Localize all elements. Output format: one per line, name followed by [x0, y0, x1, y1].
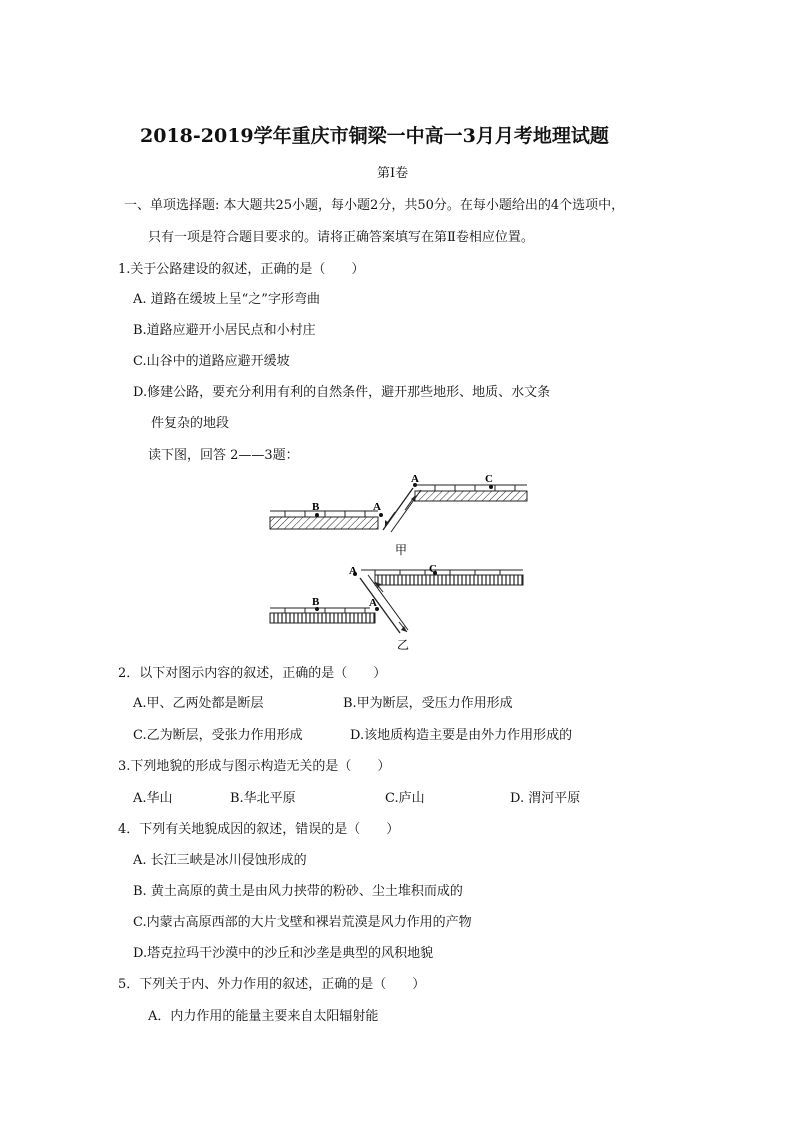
label-a-bottom-jia: A — [373, 501, 381, 513]
read-figure-prompt: 读下图，回答 2——3题： — [148, 448, 299, 463]
question-1-option-b: B.道路应避开小居民点和小村庄 — [133, 323, 316, 338]
question-2-option-c: C.乙为断层，受张力作用形成 — [133, 728, 303, 743]
question-5-option-a: A．内力作用的能量主要来自太阳辐射能 — [148, 1009, 379, 1024]
question-3-option-c: C.庐山 — [385, 791, 425, 806]
label-yi: 乙 — [397, 638, 410, 650]
question-3-option-d: D. 渭河平原 — [510, 791, 581, 806]
section-heading: 第Ⅰ卷 — [377, 166, 409, 181]
label-c-yi: C — [429, 563, 437, 575]
question-3-stem: 3.下列地貌的形成与图示构造无关的是（ ） — [118, 759, 391, 774]
question-1-option-c: C.山谷中的道路应避开缓坡 — [133, 354, 290, 369]
question-4-option-c: C.内蒙古高原西部的大片戈壁和裸岩荒漠是风力作用的产物 — [133, 915, 472, 930]
label-b-jia: B — [312, 501, 320, 513]
question-2-option-b: B.甲为断层，受压力作用形成 — [343, 696, 513, 711]
question-4-option-d: D.塔克拉玛干沙漠中的沙丘和沙垄是典型的风积地貌 — [133, 946, 434, 961]
question-4-stem: 4．下列有关地貌成因的叙述，错误的是（ ） — [118, 822, 400, 837]
diagram-yi — [270, 563, 523, 650]
question-2-stem: 2．以下对图示内容的叙述，正确的是（ ） — [118, 666, 387, 681]
question-3-option-b: B.华北平原 — [230, 791, 296, 806]
question-1-option-a: A. 道路在缓坡上呈“之”字形弯曲 — [133, 292, 320, 307]
question-5-stem: 5．下列关于内、外力作用的叙述，正确的是（ ） — [118, 977, 426, 992]
question-1-option-d-continued: 件复杂的地段 — [151, 416, 230, 431]
label-jia: 甲 — [395, 543, 408, 557]
question-4-option-a: A. 长江三峡是冰川侵蚀形成的 — [133, 853, 307, 868]
label-a-top-jia: A — [411, 473, 419, 485]
label-b-yi: B — [312, 596, 320, 608]
question-1-option-d: D.修建公路，要充分利用有利的自然条件，避开那些地形、地质、水文条 — [133, 385, 551, 400]
question-3-option-a: A.华山 — [133, 791, 173, 806]
label-a-bottom-yi: A — [369, 597, 377, 609]
question-1-stem: 1.关于公路建设的叙述，正确的是（ ） — [118, 262, 365, 277]
question-4-option-b: B. 黄土高原的黄土是由风力挟带的粉砂、尘土堆积而成的 — [133, 884, 463, 899]
question-2-option-d: D.该地质构造主要是由外力作用形成的 — [350, 728, 573, 743]
question-2-option-a: A.甲、乙两处都是断层 — [133, 696, 264, 711]
label-a-top-yi: A — [349, 565, 357, 577]
instructions-line-2: 只有一项是符合题目要求的。请将正确答案填写在第Ⅱ卷相应位置。 — [148, 230, 534, 245]
instructions-line-1: 一、单项选择题: 本大题共25小题，每小题2分，共50分。在每小题给出的4个选项中， — [124, 198, 625, 213]
diagram-jia — [270, 473, 527, 557]
fault-diagram — [265, 470, 535, 650]
label-c-jia: C — [485, 473, 493, 485]
page-title: 2018-2019学年重庆市铜梁一中高一3月月考地理试题 — [140, 125, 609, 147]
